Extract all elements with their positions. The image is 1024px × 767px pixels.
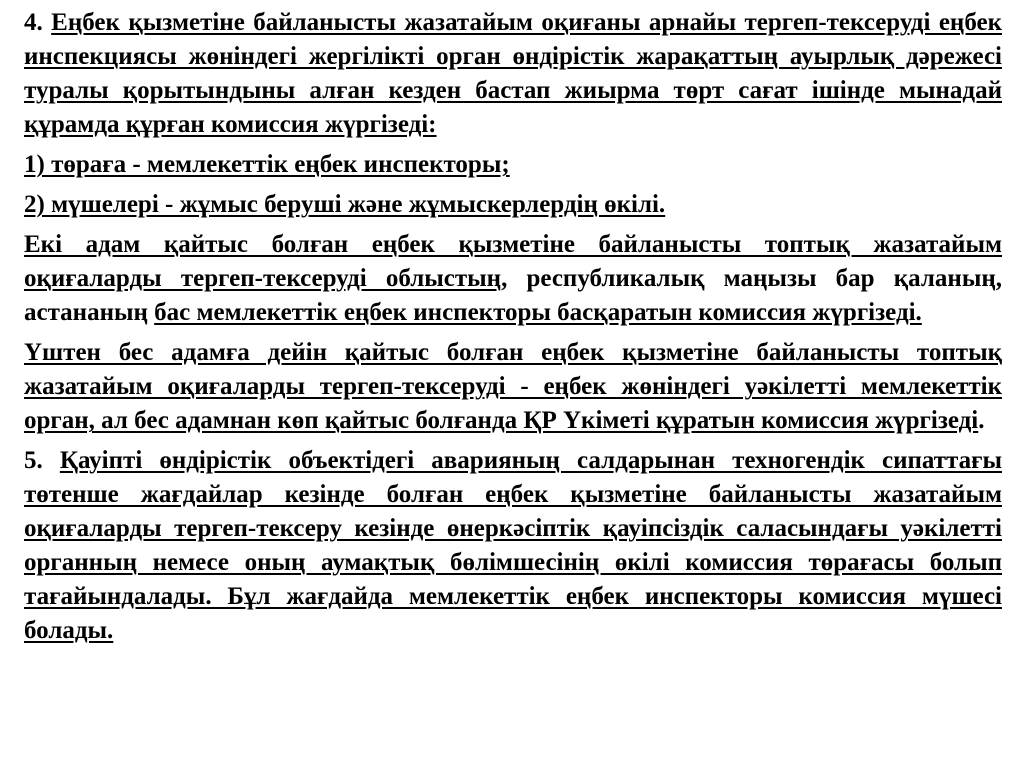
paragraph-period: . bbox=[978, 407, 985, 434]
paragraph-text: Еңбек қызметіне байланысты жазатайым оқиғаны арнайы тергеп-тексеруді еңбек инспекциясы жөніндегі жергілікті орган өндірістік жарақаттың ауырлық дәрежесі туралы қорытындыны алған кезден бастап жиырма төрт сағат ішінде мынадай құрамда құрған комиссия жүргізеді: bbox=[24, 9, 1002, 138]
paragraph-subitem-1 bbox=[24, 148, 1002, 182]
paragraph-text-plain: , республикалық маңызы бар қаланың, астананың bbox=[24, 265, 1002, 326]
item-number: 5. bbox=[24, 447, 60, 474]
item-number: 4. bbox=[24, 9, 52, 36]
slide-text-body bbox=[24, 6, 1002, 654]
paragraph-text: 2) мүшелері - жұмыс беруші және жұмыскерлердің өкілі. bbox=[24, 191, 666, 218]
paragraph-two-deaths bbox=[24, 228, 1002, 330]
paragraph-text: Қауіпті өндірістік объектідегі аварияның салдарынан техногендік сипаттағы төтенше жағдайлар кезінде болған еңбек қызметіне байланысты жазатайым оқиғаларды тергеп-тексеру кезінде өнеркәсіптік қауіпсіздік саласындағы уәкілетті органның немесе оның аумақтық бөлімшесінің өкілі комиссия төрағасы болып тағайындалады. Бұл жағдайда мемлекеттік еңбек инспекторы комиссия мүшесі болады. bbox=[24, 447, 1002, 644]
paragraph-text: Үштен бес адамға дейін қайтыс болған еңбек қызметіне байланысты топтық жазатайым оқиғаларды тергеп-тексеруді - еңбек жөніндегі уәкілетті мемлекеттік орган, ал бес адамнан көп қайтыс болғанда ҚР Үкіметі құратын комиссия жүргізеді bbox=[24, 339, 1002, 434]
paragraph-subitem-2 bbox=[24, 188, 1002, 222]
paragraph-text: бас мемлекеттік еңбек инспекторы басқаратын комиссия жүргізеді. bbox=[154, 299, 922, 326]
paragraph-text: 1) төраға - мемлекеттік еңбек инспекторы; bbox=[24, 151, 510, 178]
paragraph-three-to-five-deaths bbox=[24, 336, 1002, 438]
paragraph-item-4 bbox=[24, 6, 1002, 142]
paragraph-text: Екі адам қайтыс болған еңбек қызметіне байланысты топтық жазатайым оқиғаларды тергеп-тексеруді облыстың bbox=[24, 231, 1002, 292]
paragraph-item-5 bbox=[24, 444, 1002, 648]
